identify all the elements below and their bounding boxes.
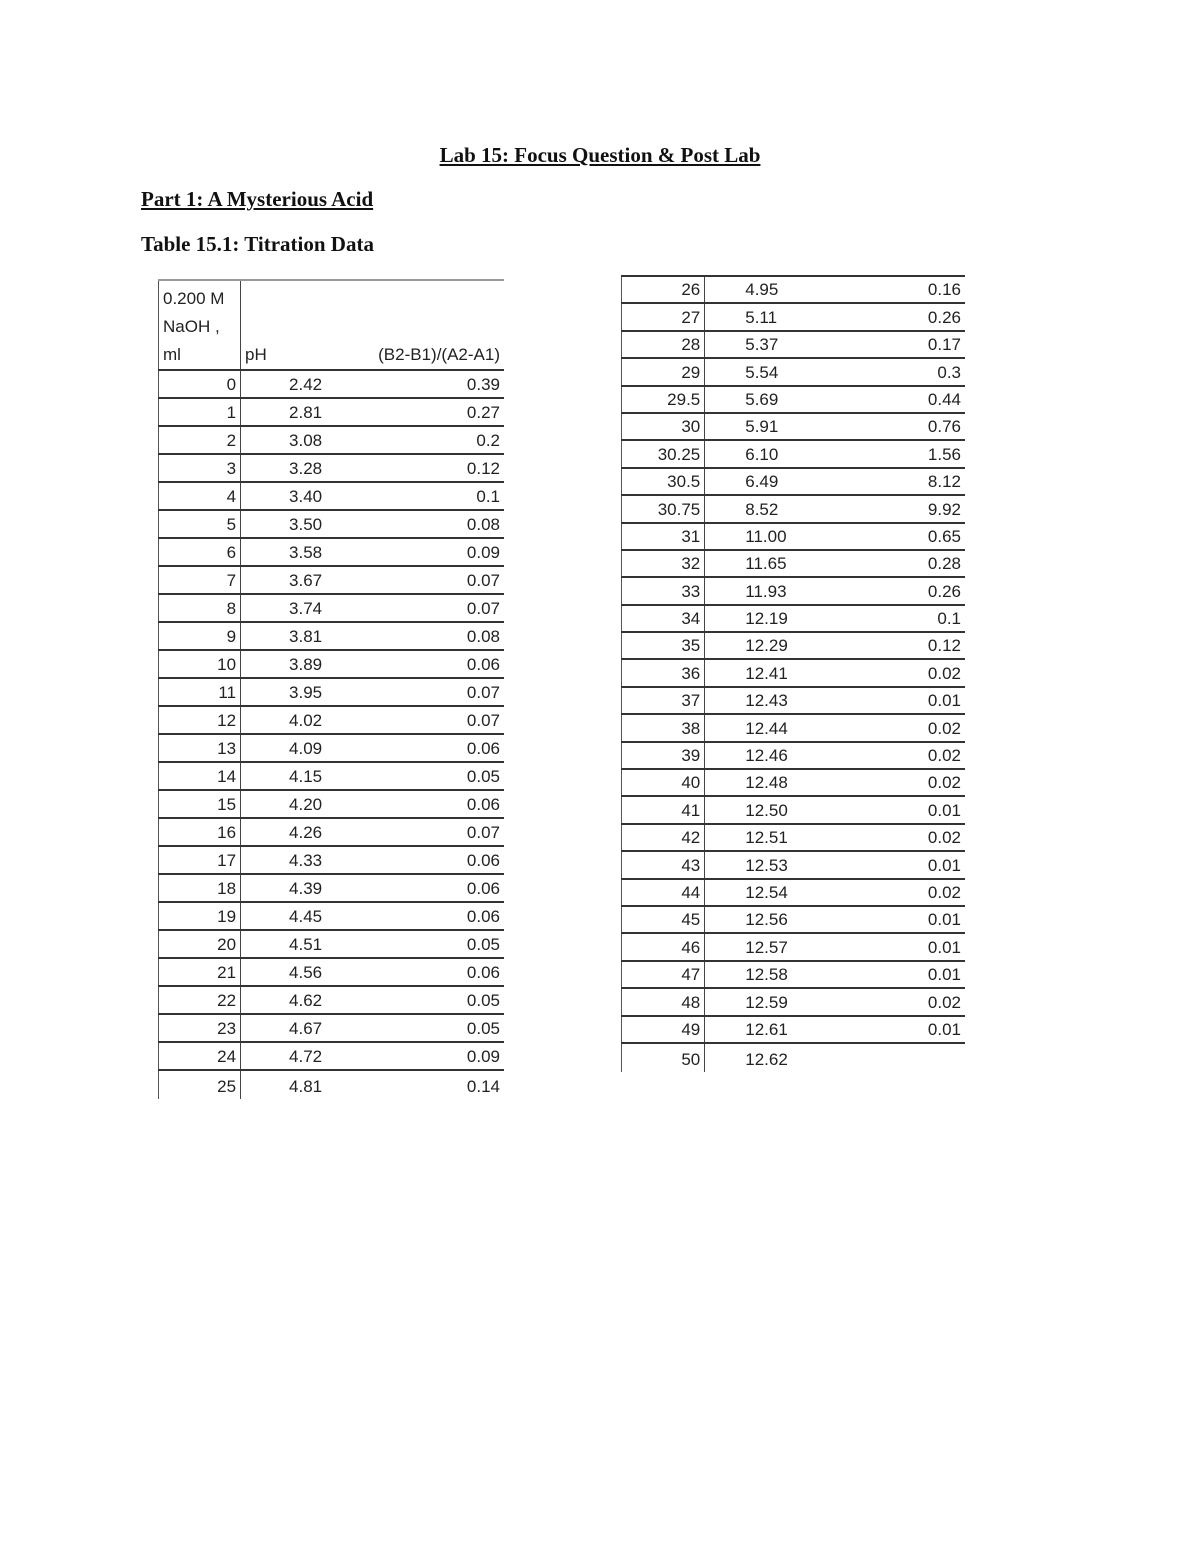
cell-derivative: 0.05 xyxy=(330,986,504,1014)
table-row xyxy=(159,958,505,986)
cell-derivative: 0.12 xyxy=(822,632,965,659)
cell-naoh-volume: 13 xyxy=(159,734,241,762)
cell-ph: 12.61 xyxy=(705,1016,822,1043)
cell-derivative xyxy=(822,1043,965,1072)
cell-ph: 4.02 xyxy=(241,706,330,734)
cell-derivative: 0.01 xyxy=(822,961,965,988)
cell-naoh-volume: 30.75 xyxy=(622,495,705,522)
table-row xyxy=(159,594,505,622)
cell-ph: 3.58 xyxy=(241,538,330,566)
cell-ph: 4.81 xyxy=(289,1077,323,1096)
cell-derivative: 0.01 xyxy=(822,796,965,823)
cell-ph: 12.48 xyxy=(705,769,822,796)
table-row xyxy=(159,762,505,790)
table-row xyxy=(622,769,966,796)
cell-ph: 5.11 xyxy=(705,303,822,330)
cell-derivative: 0.02 xyxy=(822,824,965,851)
cell-derivative: 0.28 xyxy=(822,550,965,577)
cell-ph: 6.10 xyxy=(705,440,822,467)
table-row xyxy=(159,510,505,538)
cell-ph: 4.51 xyxy=(241,930,330,958)
cell-naoh-volume: 12 xyxy=(159,706,241,734)
cell-naoh-volume: 37 xyxy=(622,687,705,714)
cell-naoh-volume: 5 xyxy=(159,510,241,538)
cell-derivative: 0.02 xyxy=(822,742,965,769)
table-row xyxy=(622,413,966,440)
cell-ph: 5.54 xyxy=(705,358,822,385)
cell-naoh-volume: 11 xyxy=(159,678,241,706)
cell-ph: 2.42 xyxy=(241,370,330,398)
cell-naoh-volume: 42 xyxy=(622,824,705,851)
cell-naoh-volume: 10 xyxy=(159,650,241,678)
cell-naoh-volume: 38 xyxy=(622,714,705,741)
cell-ph: 5.37 xyxy=(705,331,822,358)
cell-ph: 5.69 xyxy=(705,386,822,413)
table-row xyxy=(159,566,505,594)
cell-derivative: 0.06 xyxy=(330,734,504,762)
table-row xyxy=(622,358,966,385)
table-row xyxy=(159,1014,505,1042)
cell-naoh-volume: 46 xyxy=(622,933,705,960)
table-row xyxy=(622,714,966,741)
table-row xyxy=(622,1043,966,1072)
table-row xyxy=(622,933,966,960)
cell-naoh-volume: 7 xyxy=(159,566,241,594)
table-row xyxy=(159,426,505,454)
cell-ph: 12.56 xyxy=(705,906,822,933)
table-row xyxy=(622,605,966,632)
cell-ph: 4.95 xyxy=(705,276,822,303)
cell-naoh-volume: 4 xyxy=(159,482,241,510)
table-row xyxy=(159,986,505,1014)
document-title: Lab 15: Focus Question & Post Lab xyxy=(439,143,761,167)
table-row xyxy=(622,906,966,933)
cell-naoh-volume: 36 xyxy=(622,659,705,686)
cell-derivative: 0.01 xyxy=(822,1016,965,1043)
table-row xyxy=(159,678,505,706)
cell-ph: 3.28 xyxy=(241,454,330,482)
cell-ph: 12.62 xyxy=(745,1049,788,1069)
cell-naoh-volume: 16 xyxy=(159,818,241,846)
cell-derivative: 0.09 xyxy=(330,1042,504,1070)
table-row xyxy=(159,482,505,510)
cell-naoh-volume: 40 xyxy=(622,769,705,796)
cell-ph: 12.53 xyxy=(705,851,822,878)
cell-naoh-volume: 20 xyxy=(159,930,241,958)
cell-derivative: 0.06 xyxy=(330,958,504,986)
cell-naoh-volume: 27 xyxy=(622,303,705,330)
cell-derivative: 0.01 xyxy=(822,851,965,878)
cell-naoh-volume: 25 xyxy=(159,1070,241,1099)
cell-derivative: 0.07 xyxy=(330,678,504,706)
cell-naoh-volume: 50 xyxy=(622,1043,705,1072)
cell-naoh-volume: 30.5 xyxy=(622,468,705,495)
cell-ph: 3.50 xyxy=(241,510,330,538)
cell-derivative: 0.02 xyxy=(822,769,965,796)
cell-derivative: 0.14 xyxy=(466,1077,500,1096)
cell-naoh-volume: 44 xyxy=(622,879,705,906)
cell-ph: 3.89 xyxy=(241,650,330,678)
cell-naoh-volume: 19 xyxy=(159,902,241,930)
cell-ph: 3.67 xyxy=(241,566,330,594)
header-naoh-volume xyxy=(159,280,241,370)
cell-naoh-volume: 18 xyxy=(159,874,241,902)
cell-derivative: 0.06 xyxy=(330,650,504,678)
cell-derivative: 9.92 xyxy=(822,495,965,522)
cell-naoh-volume: 29.5 xyxy=(622,386,705,413)
table-caption: Table 15.1: Titration Data xyxy=(141,232,374,256)
table-row xyxy=(622,824,966,851)
cell-naoh-volume: 3 xyxy=(159,454,241,482)
header-ph: pH xyxy=(241,280,330,370)
table-row xyxy=(622,988,966,1015)
table-header-row xyxy=(159,280,505,370)
cell-derivative: 0.02 xyxy=(822,659,965,686)
cell-ph: 3.08 xyxy=(241,426,330,454)
cell-ph: 11.93 xyxy=(705,577,822,604)
cell-naoh-volume: 6 xyxy=(159,538,241,566)
cell-ph: 12.29 xyxy=(705,632,822,659)
cell-ph: 4.15 xyxy=(241,762,330,790)
cell-derivative: 0.1 xyxy=(330,482,504,510)
cell-naoh-volume: 15 xyxy=(159,790,241,818)
cell-ph: 12.54 xyxy=(705,879,822,906)
cell-derivative: 0.05 xyxy=(330,762,504,790)
cell-naoh-volume: 17 xyxy=(159,846,241,874)
cell-derivative: 0.05 xyxy=(330,1014,504,1042)
table-row xyxy=(622,276,966,303)
cell-naoh-volume: 1 xyxy=(159,398,241,426)
cell-derivative: 0.65 xyxy=(822,523,965,550)
cell-ph: 12.43 xyxy=(705,687,822,714)
cell-ph: 4.26 xyxy=(241,818,330,846)
table-row xyxy=(159,1070,505,1099)
cell-naoh-volume: 30 xyxy=(622,413,705,440)
table-row xyxy=(622,331,966,358)
cell-ph: 4.62 xyxy=(241,986,330,1014)
table-row xyxy=(622,879,966,906)
cell-naoh-volume: 8 xyxy=(159,594,241,622)
cell-ph: 4.20 xyxy=(241,790,330,818)
cell-derivative: 0.26 xyxy=(822,303,965,330)
cell-derivative: 0.09 xyxy=(330,538,504,566)
cell-derivative: 0.26 xyxy=(822,577,965,604)
cell-naoh-volume: 35 xyxy=(622,632,705,659)
cell-ph: 4.39 xyxy=(241,874,330,902)
cell-ph: 6.49 xyxy=(705,468,822,495)
cell-ph: 5.91 xyxy=(705,413,822,440)
table-row xyxy=(622,961,966,988)
cell-ph: 3.81 xyxy=(241,622,330,650)
cell-ph: 8.52 xyxy=(705,495,822,522)
cell-naoh-volume: 22 xyxy=(159,986,241,1014)
cell-ph: 4.33 xyxy=(241,846,330,874)
titration-table-right xyxy=(621,275,965,1072)
part-heading: Part 1: A Mysterious Acid xyxy=(141,187,374,211)
cell-naoh-volume: 29 xyxy=(622,358,705,385)
cell-naoh-volume: 45 xyxy=(622,906,705,933)
cell-ph: 12.59 xyxy=(705,988,822,1015)
cell-ph: 4.72 xyxy=(241,1042,330,1070)
cell-naoh-volume: 48 xyxy=(622,988,705,1015)
table-row xyxy=(159,454,505,482)
cell-ph: 11.65 xyxy=(705,550,822,577)
cell-naoh-volume: 28 xyxy=(622,331,705,358)
cell-naoh-volume: 49 xyxy=(622,1016,705,1043)
cell-naoh-volume: 47 xyxy=(622,961,705,988)
cell-derivative: 0.02 xyxy=(822,879,965,906)
cell-naoh-volume: 24 xyxy=(159,1042,241,1070)
table-row xyxy=(159,818,505,846)
cell-naoh-volume: 31 xyxy=(622,523,705,550)
cell-ph: 4.09 xyxy=(241,734,330,762)
table-row xyxy=(159,1042,505,1070)
cell-derivative: 0.27 xyxy=(330,398,504,426)
cell-derivative: 0.2 xyxy=(330,426,504,454)
table-row xyxy=(159,650,505,678)
cell-naoh-volume: 39 xyxy=(622,742,705,769)
cell-ph: 4.56 xyxy=(241,958,330,986)
cell-derivative: 0.16 xyxy=(822,276,965,303)
cell-derivative: 0.06 xyxy=(330,902,504,930)
cell-ph: 12.51 xyxy=(705,824,822,851)
cell-ph: 12.44 xyxy=(705,714,822,741)
cell-naoh-volume: 9 xyxy=(159,622,241,650)
cell-derivative: 0.07 xyxy=(330,706,504,734)
table-row xyxy=(622,550,966,577)
cell-ph: 11.00 xyxy=(705,523,822,550)
table-row xyxy=(159,790,505,818)
cell-derivative: 0.06 xyxy=(330,846,504,874)
cell-derivative: 0.1 xyxy=(822,605,965,632)
table-row xyxy=(159,706,505,734)
cell-derivative: 0.39 xyxy=(330,370,504,398)
cell-naoh-volume: 23 xyxy=(159,1014,241,1042)
cell-derivative: 0.44 xyxy=(822,386,965,413)
header-line: ml xyxy=(163,345,181,364)
table-row xyxy=(622,577,966,604)
cell-ph: 12.46 xyxy=(705,742,822,769)
cell-derivative: 0.07 xyxy=(330,594,504,622)
cell-naoh-volume: 33 xyxy=(622,577,705,604)
cell-ph: 12.41 xyxy=(705,659,822,686)
cell-naoh-volume: 32 xyxy=(622,550,705,577)
cell-naoh-volume: 0 xyxy=(159,370,241,398)
table-row xyxy=(159,370,505,398)
table-row xyxy=(622,659,966,686)
cell-derivative: 0.07 xyxy=(330,566,504,594)
table-row xyxy=(622,303,966,330)
table-row xyxy=(622,851,966,878)
table-row xyxy=(622,742,966,769)
table-row xyxy=(159,846,505,874)
table-row xyxy=(159,398,505,426)
table-row xyxy=(622,495,966,522)
table-row xyxy=(159,902,505,930)
table-row xyxy=(622,468,966,495)
cell-derivative: 0.02 xyxy=(822,988,965,1015)
cell-ph: 12.50 xyxy=(705,796,822,823)
cell-derivative: 0.01 xyxy=(822,906,965,933)
cell-derivative: 0.05 xyxy=(330,930,504,958)
table-row xyxy=(159,874,505,902)
table-row xyxy=(159,734,505,762)
header-line: 0.200 M xyxy=(163,289,225,308)
cell-naoh-volume: 30.25 xyxy=(622,440,705,467)
cell-derivative: 0.08 xyxy=(330,510,504,538)
table-row xyxy=(622,386,966,413)
cell-derivative: 0.06 xyxy=(330,874,504,902)
cell-derivative: 0.01 xyxy=(822,933,965,960)
cell-naoh-volume: 26 xyxy=(622,276,705,303)
table-row xyxy=(622,440,966,467)
cell-naoh-volume: 43 xyxy=(622,851,705,878)
cell-ph: 2.81 xyxy=(241,398,330,426)
cell-derivative: 0.3 xyxy=(822,358,965,385)
cell-ph: 4.45 xyxy=(241,902,330,930)
cell-naoh-volume: 2 xyxy=(159,426,241,454)
cell-naoh-volume: 14 xyxy=(159,762,241,790)
cell-derivative: 0.76 xyxy=(822,413,965,440)
cell-ph: 12.19 xyxy=(705,605,822,632)
table-row xyxy=(622,796,966,823)
cell-naoh-volume: 34 xyxy=(622,605,705,632)
table-row xyxy=(622,632,966,659)
cell-naoh-volume: 41 xyxy=(622,796,705,823)
table-row xyxy=(622,523,966,550)
cell-derivative: 0.12 xyxy=(330,454,504,482)
cell-ph: 3.95 xyxy=(241,678,330,706)
table-row xyxy=(159,622,505,650)
table-row xyxy=(159,930,505,958)
cell-naoh-volume: 21 xyxy=(159,958,241,986)
table-row xyxy=(622,1016,966,1043)
cell-derivative: 0.07 xyxy=(330,818,504,846)
cell-derivative: 0.01 xyxy=(822,687,965,714)
cell-derivative: 0.02 xyxy=(822,714,965,741)
header-line: NaOH , xyxy=(163,317,220,336)
cell-ph: 12.58 xyxy=(705,961,822,988)
cell-derivative: 0.08 xyxy=(330,622,504,650)
table-row xyxy=(159,538,505,566)
cell-ph: 12.57 xyxy=(705,933,822,960)
cell-ph: 4.67 xyxy=(241,1014,330,1042)
table-row xyxy=(622,687,966,714)
titration-table-left xyxy=(158,279,504,1099)
header-derivative: (B2-B1)/(A2-A1) xyxy=(330,280,504,370)
cell-derivative: 8.12 xyxy=(822,468,965,495)
cell-derivative: 1.56 xyxy=(822,440,965,467)
cell-derivative: 0.06 xyxy=(330,790,504,818)
cell-derivative: 0.17 xyxy=(822,331,965,358)
cell-ph: 3.40 xyxy=(241,482,330,510)
cell-ph: 3.74 xyxy=(241,594,330,622)
